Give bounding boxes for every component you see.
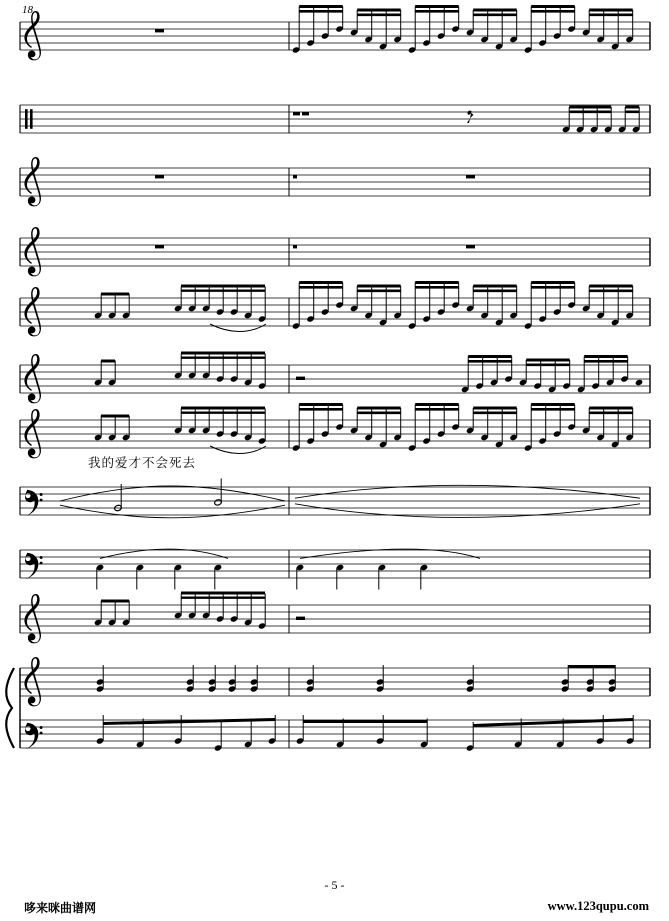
measure-number: 18: [22, 4, 33, 16]
page-number: - 5 -: [324, 878, 345, 892]
footer-site-name: 哆来咪曲谱网: [24, 901, 97, 915]
lyrics-line: 我的爱才不会死去: [88, 455, 197, 470]
footer-site-url: www.123qupu.com: [547, 899, 649, 913]
